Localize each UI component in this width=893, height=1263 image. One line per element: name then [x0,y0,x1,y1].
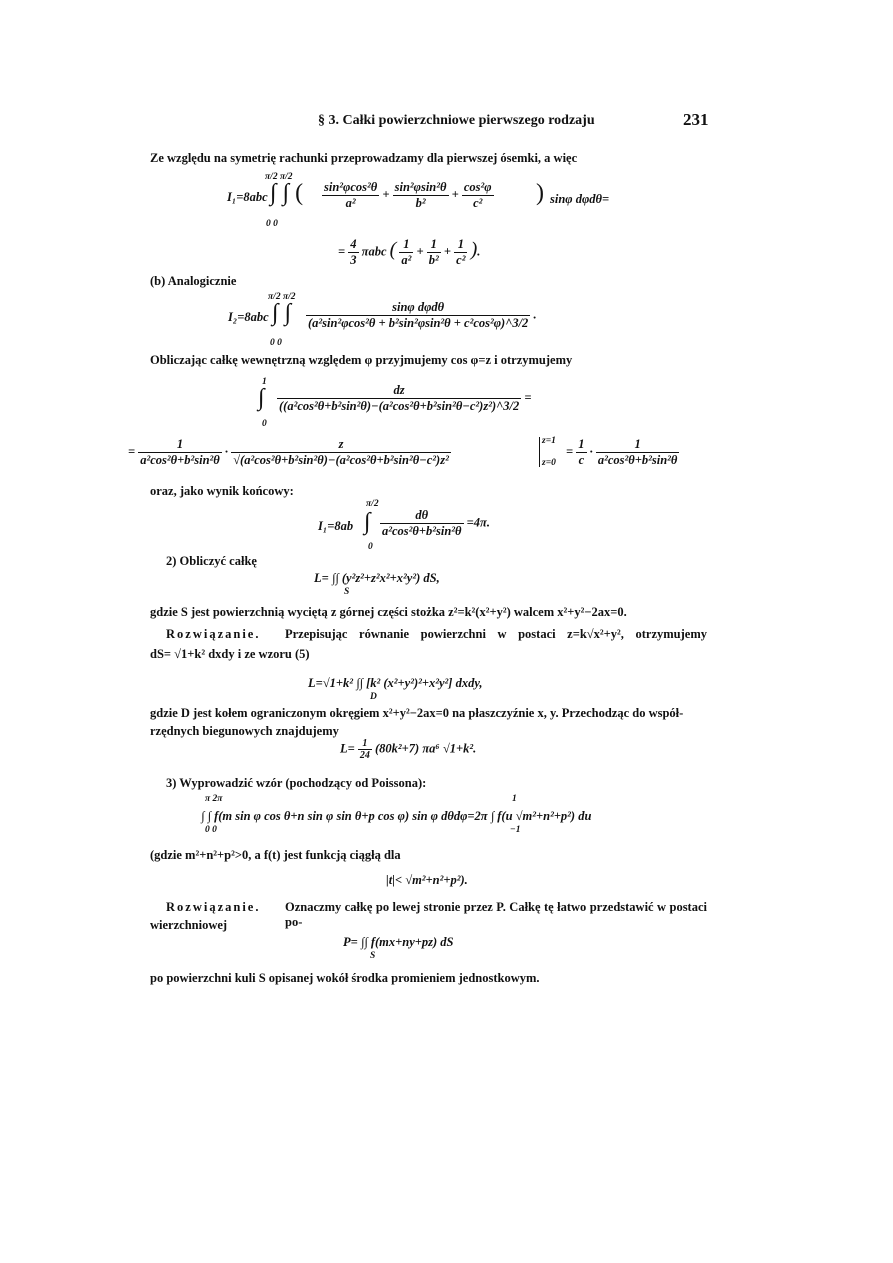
eq5-lhs: I₁=8ab [318,519,354,533]
eq10: |t|< √m²+n²+p²). [386,873,468,887]
eq8: L= $\frac{1}{24}$ (80k²+7) πa⁶ √1+k². [340,738,477,761]
eq6-sub: S [344,587,350,597]
eq3-fraction: $\frac{dz}{\text{((a²cos²θ+b²sin²θ)−(a²cos²θ+b²sin²θ−c²)z²)\textasciicircum{}3/2}}$ = [279,383,532,413]
eq9-upper-left: π 2π [205,794,223,804]
eq1-terms: $\frac{\text{sin²φcos²θ}}{\text{a²}}$ + $\frac{\text{sin²φsin²θ}}{\text{b²}}$ + $\frac{\text{cos²φ}}{\text{c²}}$ [324,180,492,210]
condition-line: (gdzie m²+n²+p²>0, a f(t) jest funkcją ciągłą dla [150,848,401,862]
eq9: ∫ ∫ f(m sin φ cos θ+n sin φ sin θ+p cos φ) sin φ dθdφ=2π ∫ f(u √m²+n²+p²) du [201,809,592,823]
eq2-upper-limits: π/2 π/2 [268,292,296,302]
eq2-fraction: $\frac{\text{sinφ dφdθ}}{\text{(a²sin²φcos²θ + b²sin²φsin²θ + c²cos²φ)\textasciicircum{}3/2}}$ . [308,300,537,330]
sol2-text: Przepisując równanie powierzchni w postaci z=k√x²+y², otrzymujemy [285,627,707,641]
eq9-lower-left: 0 0 [205,825,217,835]
final-label: oraz, jako wynik końcowy: [150,484,294,498]
eq5-integral: ∫ [364,509,371,535]
sol3-text: Oznaczmy całkę po lewej stronie przez P. Całkę tę łatwo przedstawić w postaci po- [285,900,707,929]
desc7-line2: rzędnych biegunowych znajdujemy [150,724,339,738]
eq4-upper-limit: z=1 [542,436,556,446]
eq2-lhs: I₂=8abc [228,310,269,324]
eq1-tail: sinφ dφdθ= [550,192,610,206]
task2-desc: gdzie S jest powierzchnią wyciętą z górnej części stożka z²=k²(x²+y²) walcem x²+y²−2ax=0. [150,605,627,619]
eq1-lhs: I₁=8abc [227,190,268,204]
sol3-label: Rozwiązanie. [166,900,261,914]
eq6: L= ∫∫ (y²z²+z²x²+x²y²) dS, [314,571,440,585]
intro-line: Ze względu na symetrię rachunki przeprowadzamy dla pierwszej ósemki, a więc [150,151,578,165]
eq2-double-integral: ∫ ∫ [272,300,292,326]
eq1-term3: $\frac{\text{cos²φ}}{\text{c²}}$ [463,180,492,210]
eq3-upper: 1 [262,377,267,387]
sol3-line2: wierzchniowej [150,918,228,932]
eq1-paren-close: ) [536,180,544,206]
eq11-sub: S [370,951,376,961]
task3-label: 3) Wyprowadzić wzór (pochodzący od Poissona): [166,776,427,790]
eq4-lower-limit: z=0 [542,458,556,468]
sol2-line2: dS= √1+k² dxdy i ze wzoru (5) [150,647,310,661]
eq3-lower: 0 [262,419,267,429]
task2-label: 2) Obliczyć całkę [166,554,257,568]
eq9-upper-right: 1 [512,794,517,804]
eq4-result: = $\frac{1}{c}$ · $\frac{1}{\text{a²cos²θ+b²sin²θ}}$ [566,437,678,467]
eq4: = $\frac{1}{\text{a²cos²θ+b²sin²θ}}$ · $\frac{z}{\text{√(a²cos²θ+b²sin²θ)−(a²cos²θ+b²sin²θ−c²)z²}}$ [128,437,449,467]
eq9-lower-right: −1 [510,825,521,835]
page-number: 231 [683,110,709,129]
eq1-term1: $\frac{\text{sin²φcos²θ}}{\text{a²}}$ [324,180,378,210]
part-b-label: (b) Analogicznie [150,274,237,288]
running-header: § 3. Całki powierzchniowe pierwszego rodzaju [318,113,595,128]
eq4-eval-bar [539,437,540,467]
sol2-label: Rozwiązanie. [166,627,261,641]
eq7: L=√1+k² ∫∫ [k² (x²+y²)²+x²y²] dxdy, [308,676,483,690]
eq3-integral: ∫ [258,385,265,411]
eq2-lower-limits: 0 0 [270,338,282,348]
compute-line: Obliczając całkę wewnętrzną względem φ przyjmujemy cos φ=z i otrzymujemy [150,353,573,367]
desc7-line1: gdzie D jest kołem ograniczonym okręgiem x²+y²−2ax=0 na płaszczyźnie x, y. Przechodząc do współ- [150,706,684,720]
eq11: P= ∫∫ f(mx+ny+pz) dS [343,935,454,949]
eq1b: = $\frac{4}{3}$ πabc ( $\frac{1}{\text{a²}}$ + $\frac{1}{\text{b²}}$ + $\frac{1}{\text{c²}}$ ). [338,237,481,267]
eq5-lower: 0 [368,542,373,552]
eq5-upper: π/2 [366,499,379,509]
eq5-fraction: $\frac{d\theta}{\text{a²cos²θ+b²sin²θ}}$ =4π. [382,508,490,538]
eq1-double-integral: ∫ ∫ ( [270,180,304,206]
eq1-term2: $\frac{\text{sin²φsin²θ}}{\text{b²}}$ [394,180,447,210]
eq1-lower-limits: 0 0 [266,219,278,229]
eq1-upper-limits: π/2 π/2 [265,172,293,182]
last-line: po powierzchni kuli S opisanej wokół środka promieniem jednostkowym. [150,971,540,985]
eq7-sub: D [370,692,377,702]
